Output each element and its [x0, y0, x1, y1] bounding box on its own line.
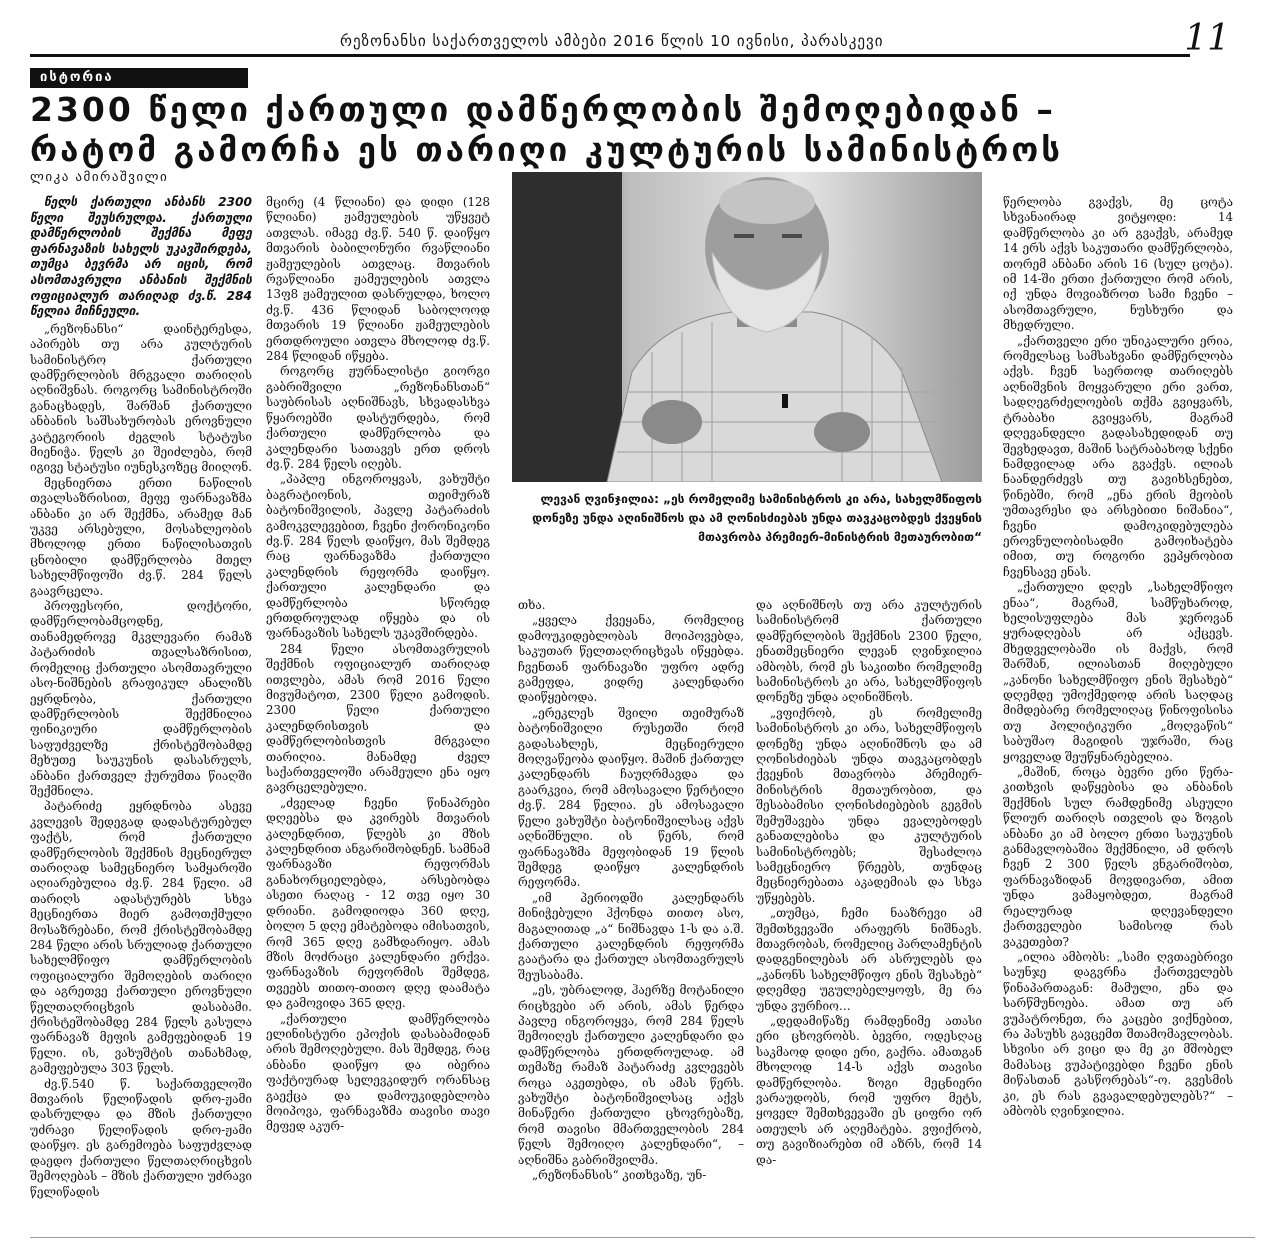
paragraph: პატარიძე ეყრდნობა ასევე კვლევის შედეგად დადასტურებულ ფაქტს, რომ ქართული დამწერლობის შექმნის მეცნიერულ თარიღად სამეცნიერო სამყაროში აღიარებულია ძვ.წ. 284 წელი. ამ თარიღს ადასტურებს სხვა მეცნიერთა მიერ გამოთქმული მოსაზრებანი, რომ ქრისტეშობამდე 284 წელი არის სრულიად ქართული სახელმწიფო დამწერლობის ოფიციალური შემოღების თარიღი და აგრეთვე ქართული ეროვნული წელთაღრიცხვის დასაბამი. ქრისტეშობამდე 284 წელს გასულა ფარნავაზ მეფის გამეფებიდან 19 წელი. ის, ვახუშტის თანახმად, გამეფებულა 303 წელს.	[30, 799, 252, 1076]
paragraph: „იმ პერიოდში კალენდარს მინიჭებული ჰქონდა თითო ასო, მაგალითად „ა“ ნიშნავდა 1-ს და ა.შ. ქართული კალენდრის რეფორმა გაატარა და ქართულ ასომთავრულს შეუსაბამა.	[518, 890, 744, 982]
paragraph: „პაპლე ინგოროყვას, ვახუშტი ბაგრატიონის, თეიმურაზ ბატონიშვილის, პავლე პატარაძის გამოკვლევებით, ჩვენი ქორონიკონი ძვ.წ. 284 წელს დაიწყო, მას შემდეგ რაც ფარნავაზმა ქართული კალენდრის რეფორმა დაიწყო. ქართული კალენდარი და დამწერლობა სწორედ ერთდროულად იწყება და ის ფარნავაზის სახელს უკავშირდება.	[266, 472, 490, 641]
article-column-3	[518, 598, 744, 1234]
paragraph: „ვფიქრობ, ეს რომელიმე სამინისტროს კი არა, სახელმწიფოს დონეზე უნდა აღინიშნოს და ამ ღონისძიებას უნდა თავკაცობდეს ქვეყნის მთავრობა პრემიერ-მინისტრის მეთაურობით, და შესაბამისი ღონისძიებების გეგმის შემუშავება უნდა ევალებოდეს განათლებისა და კულტურის სამინისტროებს; შესაძლოა სამეცნიერო წრეებს, თუნდაც მეცნიერებათა აკადემიას და სხვა უწყებებს.	[756, 705, 982, 905]
paragraph: „ქართველი ერი უნიკალური ერია, რომელსაც სამსახვანი დამწერლობა აქვს. ჩვენ საერთოდ თარიღებს აღნიშვნის მოყვარული ერი ვართ, სადღეგრძელოების თქმა გვიყვარს, ტრაბახი გვიყვარს, მაგრამ დღევანდელი გადასახედიდან თუ შევხედავთ, მაშინ სატრაბახოდ სქენი ნამდვილად არა გვაქვს. ილიას ნაანდერძევს თუ გავიხსენებთ, წინებში, რომ „ენა ერის მეობის უმთავრესი და არსებითი ნიშანია“, ჩვენი დამოკიდებულება ეროვნულობისადმი გამოიხატება იმით, თუ როგორი ვეპყრობით ჩვენსავე ენას.	[1003, 333, 1233, 579]
article-headline	[30, 90, 1255, 170]
paragraph: თხა.	[518, 598, 546, 612]
headline-line-1: 2300 წელი ქართული დამწერლობის შემოღებიდან –	[30, 90, 1056, 129]
paragraph: მეცნიერთა ერთი ნაწილის თვალსაზრისით, მეფე ფარნავაზმა ანბანი კი არ შექმნა, არამედ მან უკვე არსებული, მოსახლეობის მხოლოდ ერთი ნაწილისათვის ცნობილი დამწერლობა მთელ სახელმწიფოში ძვ.წ. 284 წელს გაავრცელა.	[30, 475, 252, 598]
paragraph: „დედამიწაზე რამდენიმე ათასი ერი ცხოვრობს. ბევრი, ოდესღაც საკმაოდ დიდი ერი, გაქრა. ამათგან მხოლოდ 14-ს აქვს თავისი დამწერლობა. ზოგი მეცნიერი ვარაუდობს, რომ უფრო მეტს, ყოველ შემთხვევაში ეს ციფრი ორ ათეულს არ აღემატება. ვფიქრობ, თუ გავიზიარებთ იმ აზრს, რომ 14 და-	[756, 1013, 982, 1167]
paragraph: ძვ.წ.540 წ. საქართველოში მთვარის წელიწადის დრო-ჟამი დასრულდა და მზის ქართული უძრავი წელიწადის დრო-ჟამი დაიწყო. ეს გარემოება საფუძვლად დაედო ქართული წელთაღრიცხვის შემოღებას – მზის ქართული უძრავი წელიწადის	[30, 1076, 252, 1199]
paragraph: „ერეკლეს შვილი თეიმურაზ ბატონიშვილი რუსეთში რომ გადასახლეს, მეცნიერული მოღვაწეობა დაიწყო. მაშინ ქართულ კალენდარს ჩაუღრმავდა და გაარკვია, რომ ამოსავალი წერტილი ძვ.წ. 284 წელია. ეს ამოსავალი წელი ვახუშტი ბატონიშვილსაც აქვს აღნიშნული. ის წერს, რომ ფარნავაზმა მეფობიდან 19 წლის შემდეგ დაიწყო კალენდრის რეფორმა.	[518, 705, 744, 890]
article-lead: წელს ქართული ანბანს 2300 წელი შეუსრულდა. ქართული დამწერლობის შექმნა მეფე ფარნავაზის სახელს უკავშირდება, თუმცა ბევრმა არ იცის, რომ ასომთავრული ანბანის შექმნის ოფიციალურ თარიღად ძვ.წ. 284 წელია მიჩნეული.	[30, 195, 252, 319]
paragraph: „ქართული დამწერლობა ელინისტური ეპოქის დასაბამიდან არის შემოღებული. მას შემდეგ, რაც ანბანი დაიწყო და იბერია ფაქტიურად სელევკიდურ ორანსაც გაექცა და დამოუკიდებლობა მოიპოვა, ფარნავაზმა თავისი თავი მეფედ აკურ-	[266, 1011, 490, 1134]
paragraph: „თუმცა, ჩემი ნააზრევი ამ შემთხვევაში არაფერს ნიშნავს. მთავრობას, რომელიც პარლამენტის დადგენილებას არ ასრულებს და „კანონს სახელმწიფო ენის შესახებ“ დღემდე უგულებელყოფს, მე რა უნდა ვურჩიო…	[756, 906, 982, 1013]
section-label: ისტორია	[30, 68, 248, 88]
article-column-2	[266, 195, 490, 1230]
paragraph: როგორც ჟურნალისტი გიორგი გაბრიშვილი „რეზონანსთან“ საუბრისას აღნიშნავს, სხვადასხვა წყაროებში დასტურდება, რომ ქართული დამწერლობა და კალენდარი სათავეს ერთ დროს ძვ.წ. 284 წელს იღებს.	[266, 364, 490, 471]
running-header: რეზონანსი საქართველოს ამბები 2016 წლის 10 ივნისი, პარასკევი	[340, 32, 884, 50]
paragraph: „რეზონანსი“ დაინტერესდა, აპირებს თუ არა კულტურის სამინისტრო ქართული დამწერლობის მრგვალი თარიღის აღნიშვნას. როგორც სამინისტროში განაცხადეს, შარშან ქართული ანბანის საშსახურობას ეროვნული კატეგორიის ძეგლის სტატუსი მიენიჭა. წელს კი შეიძლება, რომ იგივე სტატუსი იუნესკოზეც მიიღონ.	[30, 321, 252, 475]
paragraph: „მაშინ, როცა ბევრი ერი წერა-კითხვის დაწყებისა და ანბანის შექმნის სულ რამდენიმე ასეული წლიურ თარიღს ითვლის და ზოგის ანბანი კი ამ ბოლო ერთი საუკუნის განმავლობაშია შექმნილი, ამ დროს ჩვენ 2 300 წელს ვნგარიშობთ, ფარნავაზიდან მოვდივართ, ამით უნდა ვამაყობდეთ, მაგრამ რეალურად დღევანდელი ქართველები სამისოდ რას ვაკეთებთ?	[1003, 765, 1233, 949]
paragraph: „ქართული დღეს „სახელმწიფო ენაა“, მაგრამ, სამწუხაროდ, ხელისუფლება მას ჯეროვან ყურადღებას არ აქცევს. მხედველობაში ის მაქვს, რომ შარშან, ილიასთან მიღებული „კანონი სახელმწიფო ენის შესახებ“ დღემდე უმოქმედოდ არის საღდაც მიმდებარე რომელიღაც წინოფისისა თუ პოლიტიკური „მოღვაწის“ საბუშაო მაგიდის უჯრაში, რაც ყოველად შეუწყნარებელია.	[1003, 580, 1233, 764]
article-column-4	[756, 598, 982, 1234]
author-byline: ლიკა ამირაშვილი	[30, 170, 169, 185]
footer-rule	[30, 1237, 1255, 1238]
paragraph: და აღნიშნოს თუ არა კულტურის სამინისტრომ ქართული დამწერლობის შექმნის 2300 წელი, ენათმეცნიერი ლევან ღვინჯილია ამბობს, რომ ეს საკითხი რომელიმე სამინისტროს კი არა, სახელმწიფოს დონეზე უნდა აღინიშნოს.	[756, 598, 982, 705]
paragraph: „ეს, უბრალოდ, ჰაერზე მოტანილი რიცხვები არ არის, ამას წერდა პავლე ინგოროყვა, რომ 284 წელს შემოიღეს ქართული კალენდარი და დამწერლობა ერთდროულად. ამ თემაზე რამაზ პატარაძე კვლევებს როცა აკეთებდა, ის ამას წერს. ვახუშტი ბატონიშვილსაც აქვს მინაწერი ქართული ცხოვრებაზე, რომ თავისი მმართველობის 284 წელს შემოიღო კალენდარი“, – აღნიშნა გაბრიშვილმა.	[518, 983, 744, 1167]
paragraph: წერლობა გვაქვს, მე ცოტა სხვანაირად ვიტყოდი: 14 დამწერლობა კი არ გვაქვს, არამედ 14 ერს აქვს საკუთარი დამწერლობა, თორემ ანბანი არის 16 (სულ ცოტა). იმ 14-ში ერთი ქართული რომ არის, იქ უნდა მოვიაზროთ სამი ჩვენი – ასომთავრული, ნუსხური და მხედრული.	[1003, 195, 1233, 333]
paragraph: მცირე (4 წლიანი) და დიდი (128 წლიანი) ჟამეულების უწყვეტ ათვლას. იმავე ძვ.წ. 540 წ. დაიწყო მთვარის ბაბილონური რვაწლიანი ჟამეულების ათვლაც. მთვარის რვაწლიანი ჟამეულების ათვლა 13ფ8 ჟამეულით დასრულდა, ხოლო ძვ.წ. 436 წლიდან საბოლოოდ მთვარის 19 წლიანი ჟამეულების ერთდროული ათვლა მხოლოდ ძვ.წ. 284 წლიდან იწყება.	[266, 195, 490, 364]
portrait-illustration	[512, 172, 982, 482]
page-header	[30, 18, 1250, 60]
page-number: 11	[1184, 18, 1230, 59]
paragraph: „ილია ამბობს: „სამი ღვთაებრივი საუნჯე დაგვრჩა ქართველებს წინაპართაგან: მამული, ენა და სარწმუნოება. ამათ თუ არ ვუპატრონეთ, რა კაცები ვიქნებით, რა პასუხს გავცემთ შთამომავლობას. სხვისი არ ვიცი და მე კი მშობელ მამასაც ვუპატივებდი ჩვენი ენის მიწასთან გასწორებას“-ო. გვესმის კი, ეს რას გვავალდებულებს?“ – ამბობს ღვინჯილია.	[1003, 949, 1233, 1118]
header-rule	[30, 54, 1190, 57]
paragraph: 284 წელი ასომთავრულის შექმნის ოფიციალურ თარიღად ითვლება, ამას რომ 2016 წელი მივუმატოთ, 2300 წელი გამოდის. 2300 წელი ქართული კალენდრისთვის და დამწერლობისთვის მრგვალი თარიღია. მანამდე ძველ საქართველოში არამეული ენა იყო გავრცელებული.	[266, 641, 490, 795]
paragraph: პროფესორი, დოქტორი, დამწერლობამცოდნე, თანამედროვე მკვლევარი რამაზ პატარიძის თვალსაზრისით, რომელიც ქართული ასომთავრული ასო-ნიშნების გრაფიკულ ანალიზს ეყრდნობა, ქართული დამწერლობის შექმნილია ფინიკიური დამწერლობის საფუძველზე ქრისტეშობამდე მეხუთე საუკუნის დასასრულს, ანბანი ქართველ ქურუმთა წიაღში შექმნილა.	[30, 599, 252, 798]
paragraph: „ყველა ქვეყანა, რომელიც დამოუკიდებლობას მოიპოვებდა, საკუთარ წელთაღრიცხვას იწყებდა. ჩვენთან ფარნავაზი უფრო ადრე გამეფდა, ვიდრე კალენდარი დაიწყებოდა.	[518, 613, 744, 705]
photo-caption: ლევან ღვინჯილია: „ეს რომელიმე სამინისტროს კი არა, სახელმწიფოს დონეზე უნდა აღინიშნოს და ამ ღონისძიებას უნდა თავკაცობდეს ქვეყნის მთავრობა პრემიერ-მინისტრის მეთაურობით“	[532, 492, 982, 544]
paragraph: „ძველად ჩვენი წინაპრები დღეებსა და კვირებს მთვარის კალენდრით, წლებს კი მზის კალენდრით ანგარიშობდნენ. სამნამ ფარნავაზი რეფორმას განახორციელებდა, არსებობდა ასეთი რაღაც - 12 თვე იყო 30 დრიანი. გამოდიოდა 360 დღე, ბოლო 5 დღე ემატებოდა იმისათვის, რომ 365 დღე გამხდარიყო. ამას მზის მოძრაცი კალენდარი ერქვა. ფარნავაზის რეფორმის შემდეგ, თვეებს თითო-თითო დღე დაამატა და გამოვიდა 365 დღე.	[266, 795, 490, 1011]
paragraph: „რეზონანსის“ კითხვაზე, უნ-	[532, 1168, 707, 1183]
article-column-1	[30, 195, 252, 1230]
interviewee-photo	[512, 172, 982, 482]
headline-line-2: რატომ გამორჩა ეს თარიღი კულტურის სამინისტროს	[30, 130, 1063, 169]
article-column-5	[1003, 195, 1233, 1230]
